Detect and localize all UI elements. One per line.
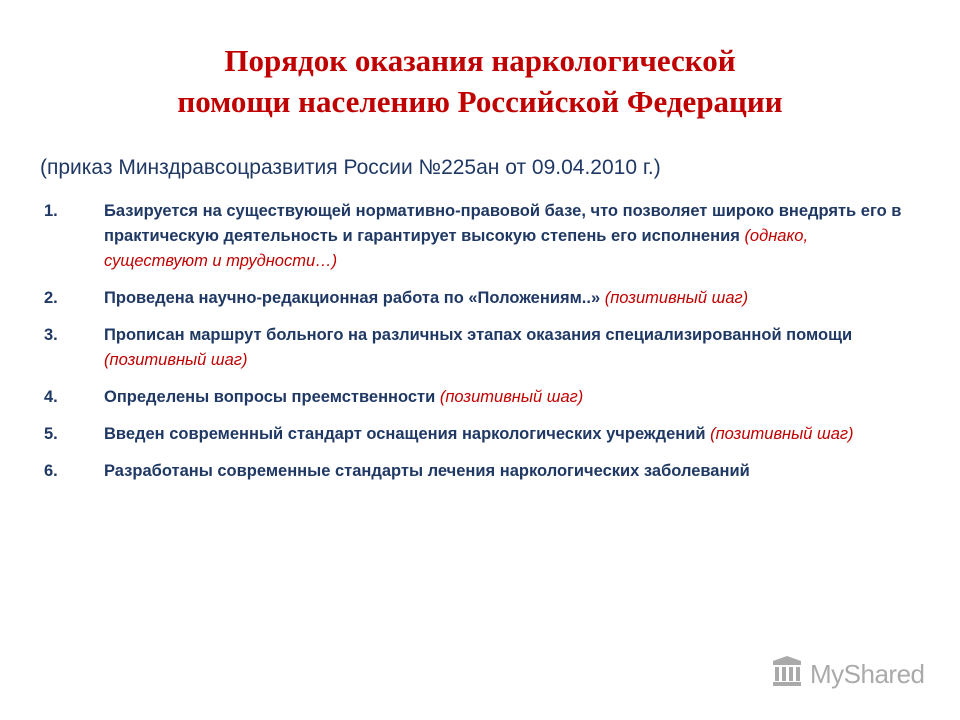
list-item [44, 286, 914, 311]
item-list [44, 199, 914, 496]
item-number: 5. [44, 425, 58, 443]
watermark-text: MyShared [810, 658, 925, 689]
slide-title [0, 40, 960, 122]
item-number: 2. [44, 289, 58, 307]
item-text: Введен современный стандарт оснащения наркологических учреждений [104, 425, 711, 443]
item-text: Определены вопросы преемственности [104, 388, 440, 406]
item-note: (позитивный шаг) [104, 351, 248, 369]
item-number: 3. [44, 326, 58, 344]
list-item [44, 459, 914, 484]
item-text: Прописан маршрут больного на различных этапах оказания специализированной помощи [104, 326, 853, 344]
list-item [44, 422, 914, 447]
slide-subtitle: (приказ Минздравсоцразвития России №225ан от 09.04.2010 г.) [40, 156, 661, 179]
item-number: 6. [44, 462, 58, 480]
list-item [44, 385, 914, 410]
item-note: (позитивный шаг) [710, 425, 854, 443]
item-text: Базируется на существующей нормативно-правовой базе, что позволяет широко внедрять его в практическую деятельность и гарантирует высокую степень его исполнения [104, 202, 902, 245]
item-number: 1. [44, 202, 58, 220]
item-note: (позитивный шаг) [439, 388, 584, 406]
item-note: (однако, существуют и трудности…) [104, 227, 809, 270]
title-line-1: Порядок оказания наркологической [224, 43, 736, 78]
item-text: Проведена научно-редакционная работа по «Положениям..» [104, 289, 605, 307]
list-item [44, 199, 914, 274]
title-line-2: помощи населению Российской Федерации [177, 84, 783, 119]
item-text: Разработаны современные стандарты лечения наркологических заболеваний [104, 462, 750, 480]
list-item [44, 323, 914, 373]
building-icon [770, 655, 804, 694]
item-note: (позитивный шаг) [604, 289, 749, 307]
watermark-logo [770, 656, 925, 692]
item-number: 4. [44, 388, 58, 406]
